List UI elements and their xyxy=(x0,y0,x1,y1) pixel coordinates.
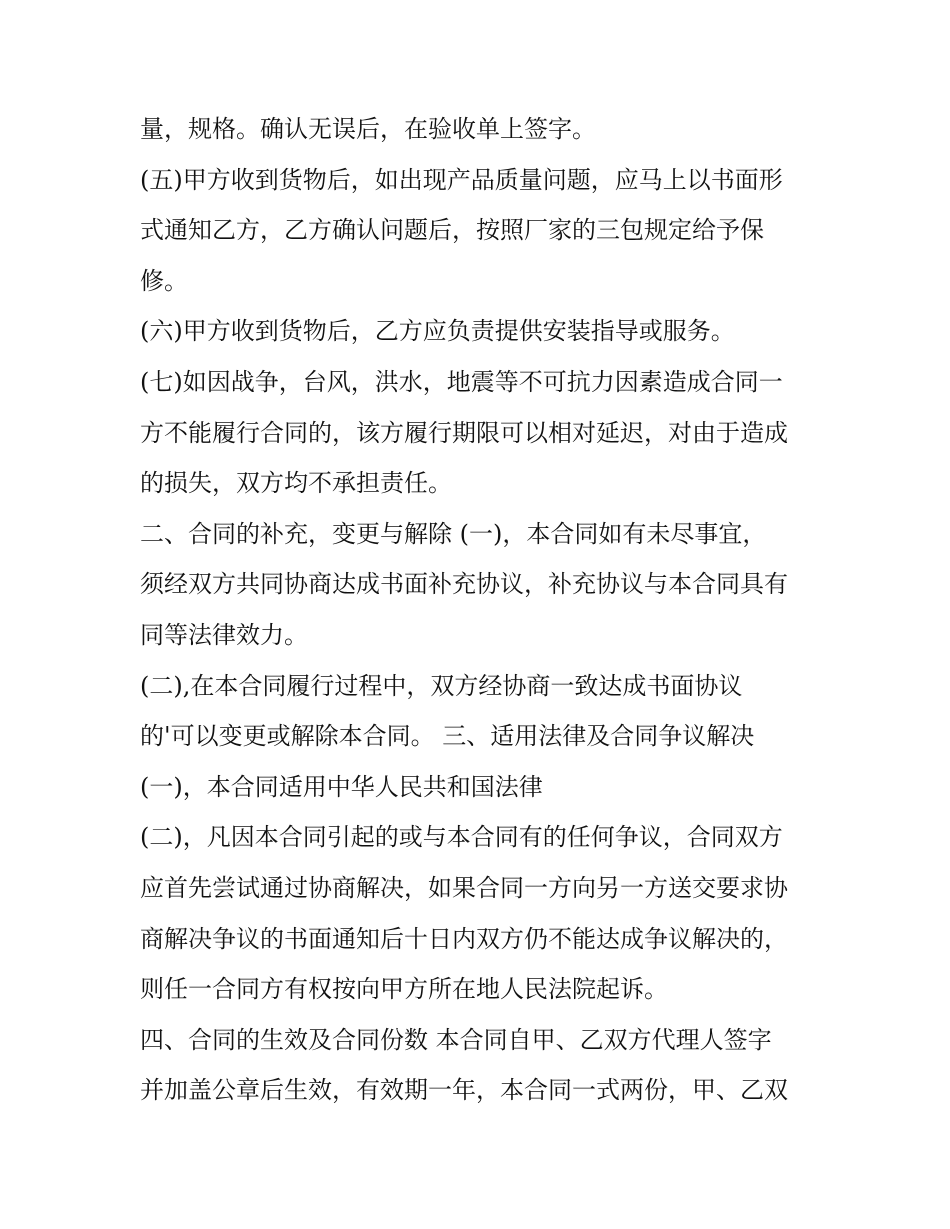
text-line-20: 并加盖公章后生效，有效期一年，本合同一式两份，甲、乙双 xyxy=(140,1076,788,1105)
text-line-2: (五)甲方收到货物后，如出现产品质量问题，应马上以书面形 xyxy=(140,165,783,194)
text-line-11: 同等法律效力。 xyxy=(140,620,308,649)
text-line-1: 量，规格。确认无误后，在验收单上签字。 xyxy=(140,115,596,143)
text-line-18: 则任一合同方有权按向甲方所在地人民法院起诉。 xyxy=(140,975,668,1004)
text-line-13: 的'可以变更或解除本合同。 三、适用法律及合同争议解决 xyxy=(140,722,755,751)
text-line-16: 应首先尝试通过协商解决，如果合同一方向另一方送交要求协 xyxy=(140,873,788,902)
text-line-5: (六)甲方收到货物后，乙方应负责提供安装指导或服务。 xyxy=(140,317,735,346)
text-line-8: 的损失，双方均不承担责任。 xyxy=(140,469,452,498)
text-line-17: 商解决争议的书面通知后十日内双方仍不能达成争议解决的， xyxy=(140,924,788,953)
text-line-19: 四、合同的生效及合同份数 本合同自甲、乙双方代理人签字 xyxy=(140,1025,772,1054)
contract-text xyxy=(140,104,840,1116)
text-line-3: 式通知乙方，乙方确认问题后，按照厂家的三包规定给予保 xyxy=(140,216,764,245)
text-line-7: 方不能履行合同的，该方履行期限可以相对延迟，对由于造成 xyxy=(140,418,788,447)
text-line-15: (二)，凡因本合同引起的或与本合同有的任何争议，合同双方 xyxy=(140,823,783,852)
text-line-14: (一)，本合同适用中华人民共和国法律 xyxy=(140,772,543,801)
text-line-10: 须经双方共同协商达成书面补充协议，补充协议与本合同具有 xyxy=(140,570,788,599)
text-line-6: (七)如因战争，台风，洪水，地震等不可抗力因素造成合同一 xyxy=(140,367,783,396)
text-line-12: (二),在本合同履行过程中，双方经协商一致达成书面协议 xyxy=(140,671,743,700)
text-line-4: 修。 xyxy=(140,266,188,295)
text-line-9: 二、合同的补充，变更与解除 (一)，本合同如有未尽事宜， xyxy=(140,519,767,548)
